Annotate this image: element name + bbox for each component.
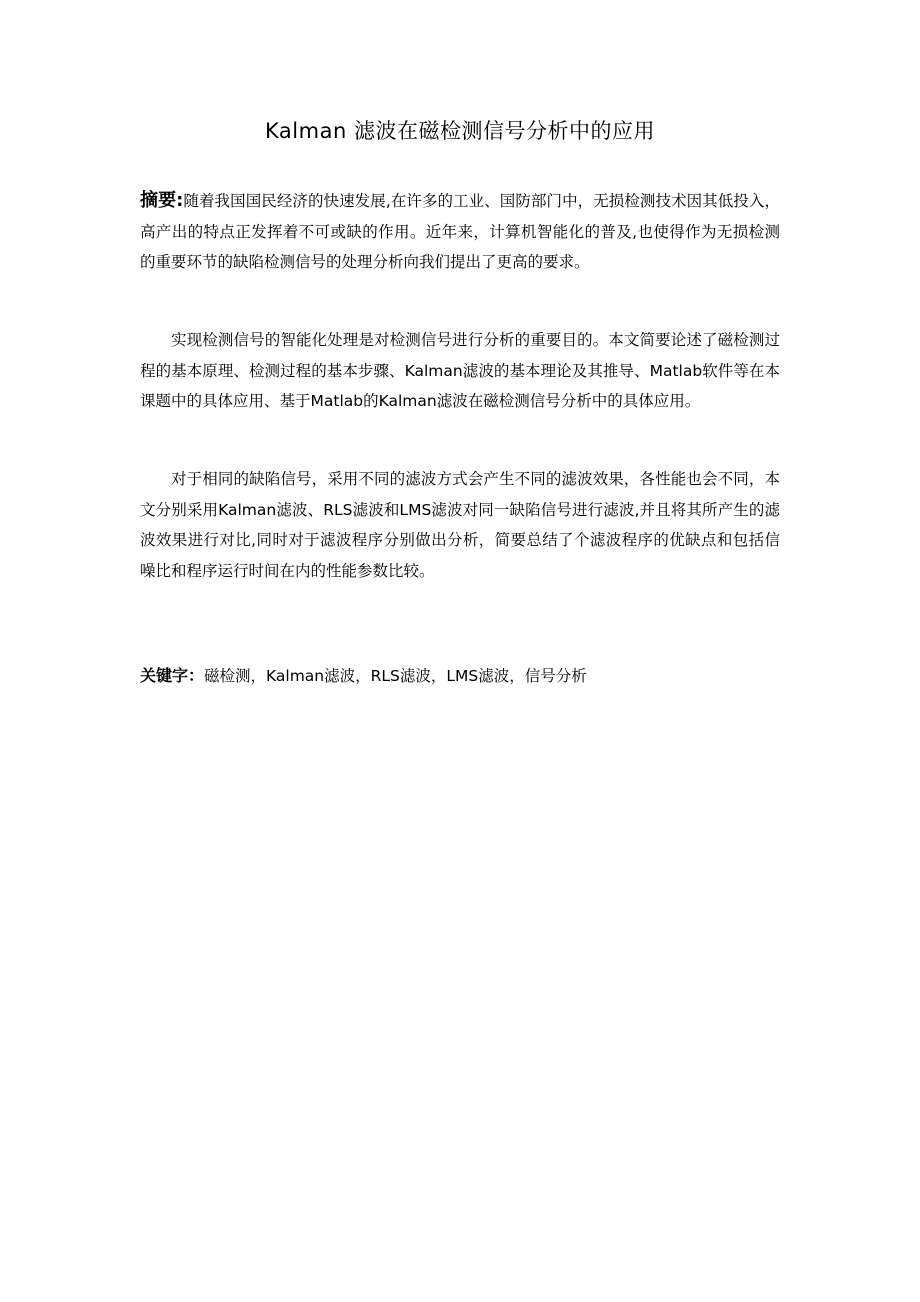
keywords-label: 关键字： (140, 666, 205, 685)
abstract-paragraph-1 (140, 186, 780, 278)
document-title: Kalman 滤波在磁检测信号分析中的应用 (265, 119, 655, 143)
abstract-paragraph-1-text: 随着我国国民经济的快速发展,在许多的工业、国防部门中，无损检测技术因其低投入，高产出的特点正发挥着不可或缺的作用。近年来，计算机智能化的普及,也使得作为无损检测的重要环节的缺陷检测信号的处理分析向我们提出了更高的要求。 (140, 192, 780, 271)
abstract-label: 摘要: (140, 190, 184, 211)
keywords-text: 磁检测，Kalman滤波，RLS滤波，LMS滤波，信号分析 (204, 667, 587, 685)
abstract-paragraph-2: 实现检测信号的智能化处理是对检测信号进行分析的重要目的。本文简要论述了磁检测过程的基本原理、检测过程的基本步骤、Kalman滤波的基本理论及其推导、Matlab软件等在本课题中的具体应用、基于Matlab的Kalman滤波在磁检测信号分析中的具体应用。 (140, 331, 780, 410)
abstract-paragraph-3: 对于相同的缺陷信号，采用不同的滤波方式会产生不同的滤波效果，各性能也会不同，本文分别采用Kalman滤波、RLS滤波和LMS滤波对同一缺陷信号进行滤波,并且将其所产生的滤波效果进行对比,同时对于滤波程序分别做出分析，简要总结了个滤波程序的优缺点和包括信噪比和程序运行时间在内的性能参数比较。 (140, 470, 780, 580)
keywords-line (140, 661, 780, 691)
